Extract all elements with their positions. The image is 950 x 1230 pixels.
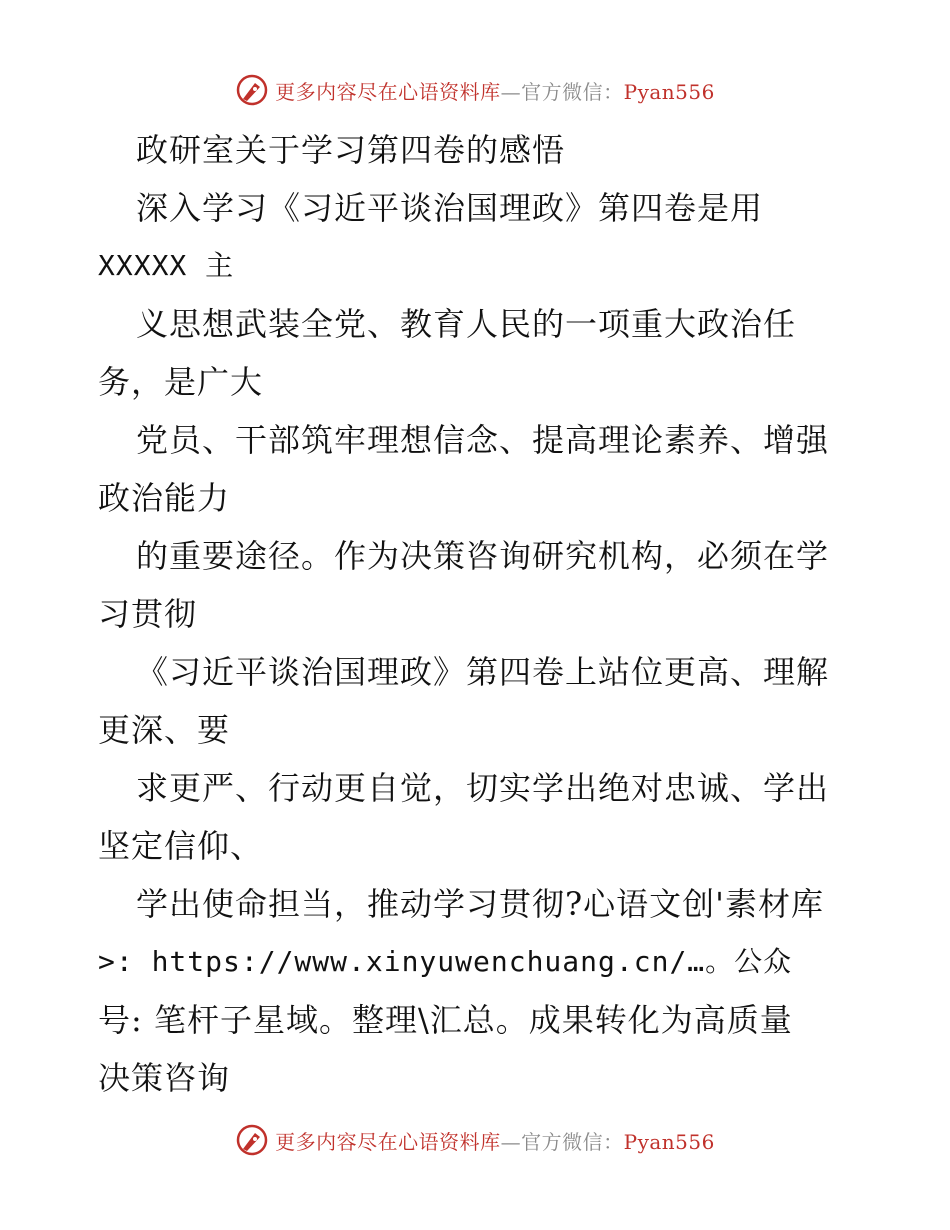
watermark-wechat-id: Pyan556 (623, 79, 715, 104)
watermark-text (275, 1126, 715, 1155)
pen-nib-logo-icon (235, 73, 269, 107)
text-line: 学出使命担当，推动学习贯彻?心语文创'素材库 (136, 885, 824, 923)
watermark-source: 更多内容尽在心语资料库 (275, 1129, 501, 1154)
text-line: 决策咨询 (98, 1059, 231, 1097)
text-line: 更深、要 (98, 711, 231, 749)
header-watermark (0, 70, 950, 110)
text-line: 深入学习《习近平谈治国理政》第四卷是用 (136, 189, 764, 227)
text-line: 坚定信仰、 (98, 827, 264, 865)
text-line: >: https://www.xinyuwenchuang.cn/…。公众 (98, 945, 793, 978)
watermark-dash: — (500, 1129, 522, 1154)
watermark-text (275, 76, 715, 105)
watermark-wechat-label: 官方微信： (521, 1129, 624, 1154)
text-line: 党员、干部筑牢理想信念、提高理论素养、增强 (136, 421, 830, 459)
text-line: 政治能力 (98, 479, 231, 517)
document-title: 政研室关于学习第四卷的感悟 (136, 131, 566, 169)
watermark-dash: — (500, 79, 522, 104)
text-line: XXXXX 主 (98, 249, 235, 282)
text-line: 《习近平谈治国理政》第四卷上站位更高、理解 (136, 653, 830, 691)
text-line: 义思想武装全党、教育人民的一项重大政治任 (136, 305, 797, 343)
text-line: 求更严、行动更自觉，切实学出绝对忠诚、学出 (136, 769, 830, 807)
text-line: 习贯彻 (98, 595, 198, 633)
text-line: 务，是广大 (98, 363, 264, 401)
watermark-wechat-id: Pyan556 (623, 1129, 715, 1154)
footer-watermark (0, 1120, 950, 1160)
watermark-wechat-label: 官方微信： (521, 79, 624, 104)
text-line: 号: 笔杆子星域。整理\汇总。成果转化为高质量 (98, 1001, 793, 1039)
pen-nib-logo-icon (235, 1123, 269, 1157)
text-line: 的重要途径。作为决策咨询研究机构，必须在学 (136, 537, 830, 575)
watermark-source: 更多内容尽在心语资料库 (275, 79, 501, 104)
